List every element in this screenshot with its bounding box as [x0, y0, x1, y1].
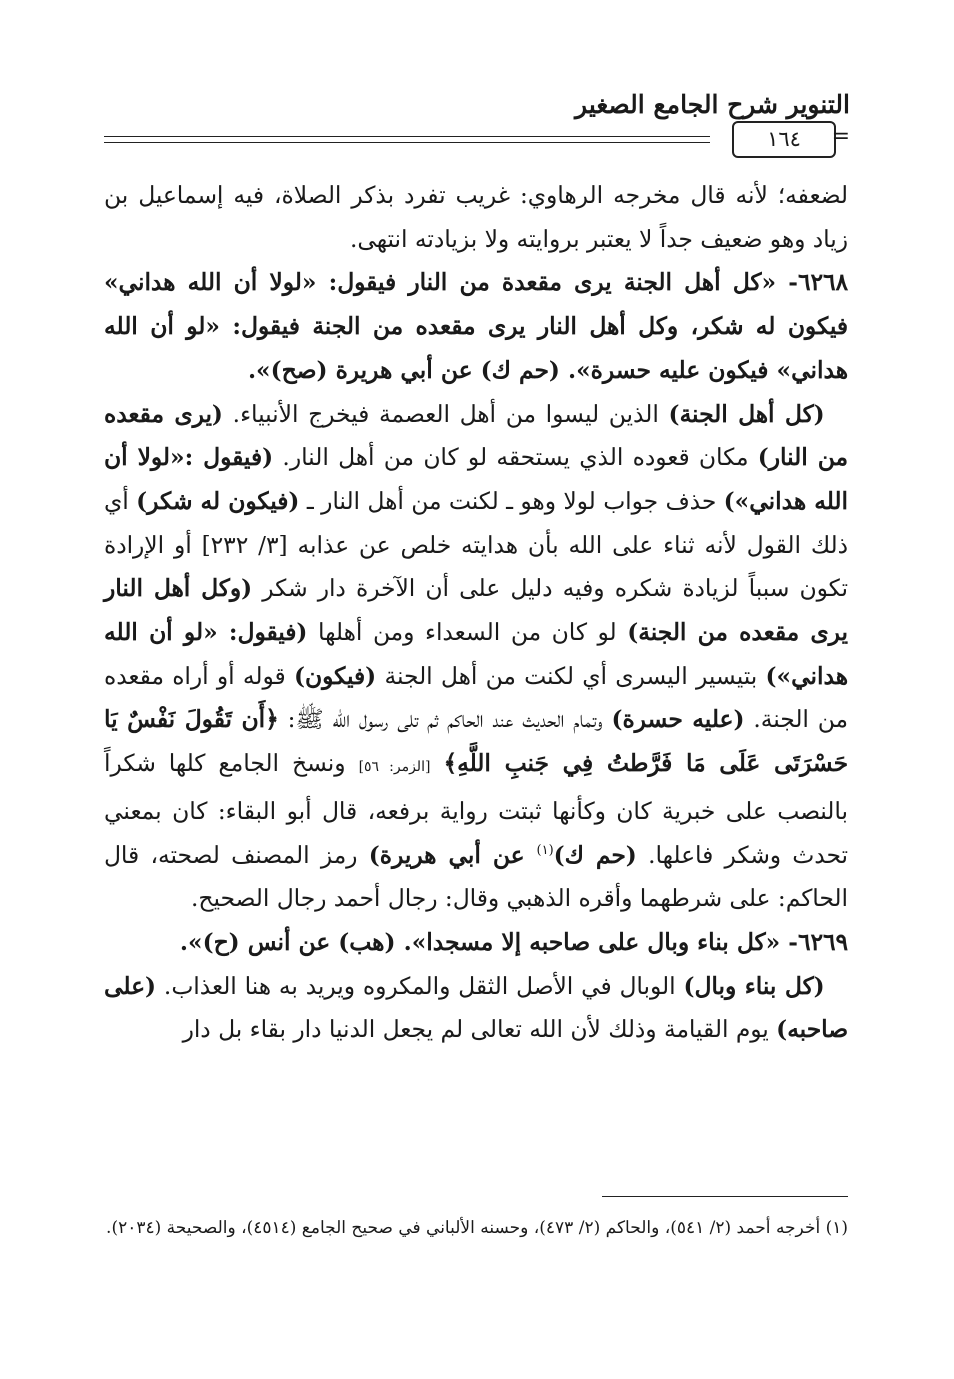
- text-run: مكان قعوده الذي يستحقه لو كان من أهل النار.: [273, 444, 758, 472]
- header-rule-top: [104, 136, 710, 137]
- bold-phrase: (عليه حسرة): [611, 706, 745, 734]
- text-run: لو كان من السعداء ومن أهلها: [307, 619, 628, 647]
- quran-verse: ﴿أَن تَقُولَ نَفْسٌ يَا حَسْرَتَى عَلَى مَا فَرَّطتُ فِي جَنبِ اللَّهِ﴾: [104, 706, 848, 778]
- text-run: وتمام الحديث عند الحاكم ثم تلى رسول الله ﷺ:: [278, 706, 612, 734]
- text-run: حذف جواب لولا وهو ـ لكنت من أهل النار ـ: [299, 487, 724, 515]
- book-title: التنوير شرح الجامع الصغير: [575, 90, 850, 119]
- hadith-6269: ٦٢٦٩- «كل بناء وبال على صاحبه إلا مسجدا». (هب) عن أنس (ح)».: [179, 928, 848, 956]
- text-run: الذين ليسوا من أهل العصمة فيخرج الأنبياء.: [222, 400, 669, 428]
- main-text: [104, 174, 848, 1052]
- paragraph-continuation: لضعفه؛ لأنه قال مخرجه الرهاوي: غريب تفرد بذكر الصلاة، فيه إسماعيل بن زياد وهو ضعيف جداً لا يعتبر بروايته ولا بزيادته انتهى.: [104, 182, 848, 253]
- commentary-6268: [104, 393, 848, 921]
- footnote-marker[interactable]: (١): [536, 842, 554, 858]
- page-header: [104, 88, 850, 154]
- text-run: قوله أو أراه مقعده من الجنة.: [104, 662, 848, 734]
- text-run: رمز المصنف لصحته، قال الحاكم: على شرطهما وأقره الذهبي وقال: رجال أحمد رجال الصحيح.: [104, 841, 848, 913]
- bold-phrase: (وكل أهل النار يرى مقعده من الجنة): [104, 575, 848, 647]
- header-rule-bottom: [104, 142, 710, 143]
- bold-phrase: (فيقول: «لو أن الله هداني»): [104, 619, 849, 690]
- text-run: ونسخ الجامع كلها شكراً بالنصب على خبرية كان وكأنها ثبتت رواية برفعه، قال أبو البقاء: كان بمعني تحدث وشكر فاعلها.: [104, 750, 848, 869]
- bold-phrase: عن أبي هريرة): [368, 841, 537, 869]
- text-run: يوم القيامة وذلك لأن الله تعالى لم يجعل الدنيا دار بقاء بل دار: [182, 1016, 777, 1044]
- bold-phrase: (حم ك): [553, 841, 637, 869]
- bold-phrase: (على صاحبه): [104, 972, 848, 1044]
- footnote-divider: [602, 1196, 848, 1197]
- commentary-6269: [104, 965, 848, 1052]
- bold-phrase: (فيكون له شكر): [136, 487, 300, 515]
- bold-phrase: (فيكون): [293, 662, 377, 690]
- bold-phrase: (فيقول :«لولا أن الله هداني»): [104, 444, 849, 515]
- quran-reference: [الزمر: ٥٦]: [358, 759, 431, 776]
- header-marker: =: [831, 124, 850, 149]
- footnote: (١) أخرجه أحمد (٢/ ٥٤١)، والحاكم (٢/ ٤٧٣)، وحسنه الألباني في صحيح الجامع (٤٥١٤)، والصحيحة (٢٠٣٤).: [106, 1218, 848, 1238]
- bold-phrase: (كل بناء وبال): [683, 972, 825, 1000]
- text-run: بتيسير اليسرى أي لكنت من أهل الجنة: [376, 662, 766, 690]
- bold-phrase: (يرى مقعده من النار): [104, 400, 848, 472]
- hadith-6268: ٦٢٦٨- «كل أهل الجنة يرى مقعدة من النار فيقول: «لولا أن الله هداني» فيكون له شكر، وكل أهل النار يرى مقعده من الجنة فيقول: «لو أن الله هداني» فيكون عليه حسرة». (حم ك) عن أبي هريرة (صح)».: [104, 269, 848, 384]
- text-run: الوبال في الأصل الثقل والمكروه ويريد به هنا العذاب.: [156, 972, 684, 1000]
- page-number: ١٦٤: [732, 121, 836, 158]
- bold-phrase: (كل أهل الجنة): [668, 400, 825, 428]
- text-run: أي ذلك القول لأنه ثناء على الله بأن هدايته خلص عن عذابه [٣/ ٢٣٢] أو الإرادة تكون سبباً لزيادة شكره وفيه دليل على أن الآخرة دار شكر: [104, 487, 849, 603]
